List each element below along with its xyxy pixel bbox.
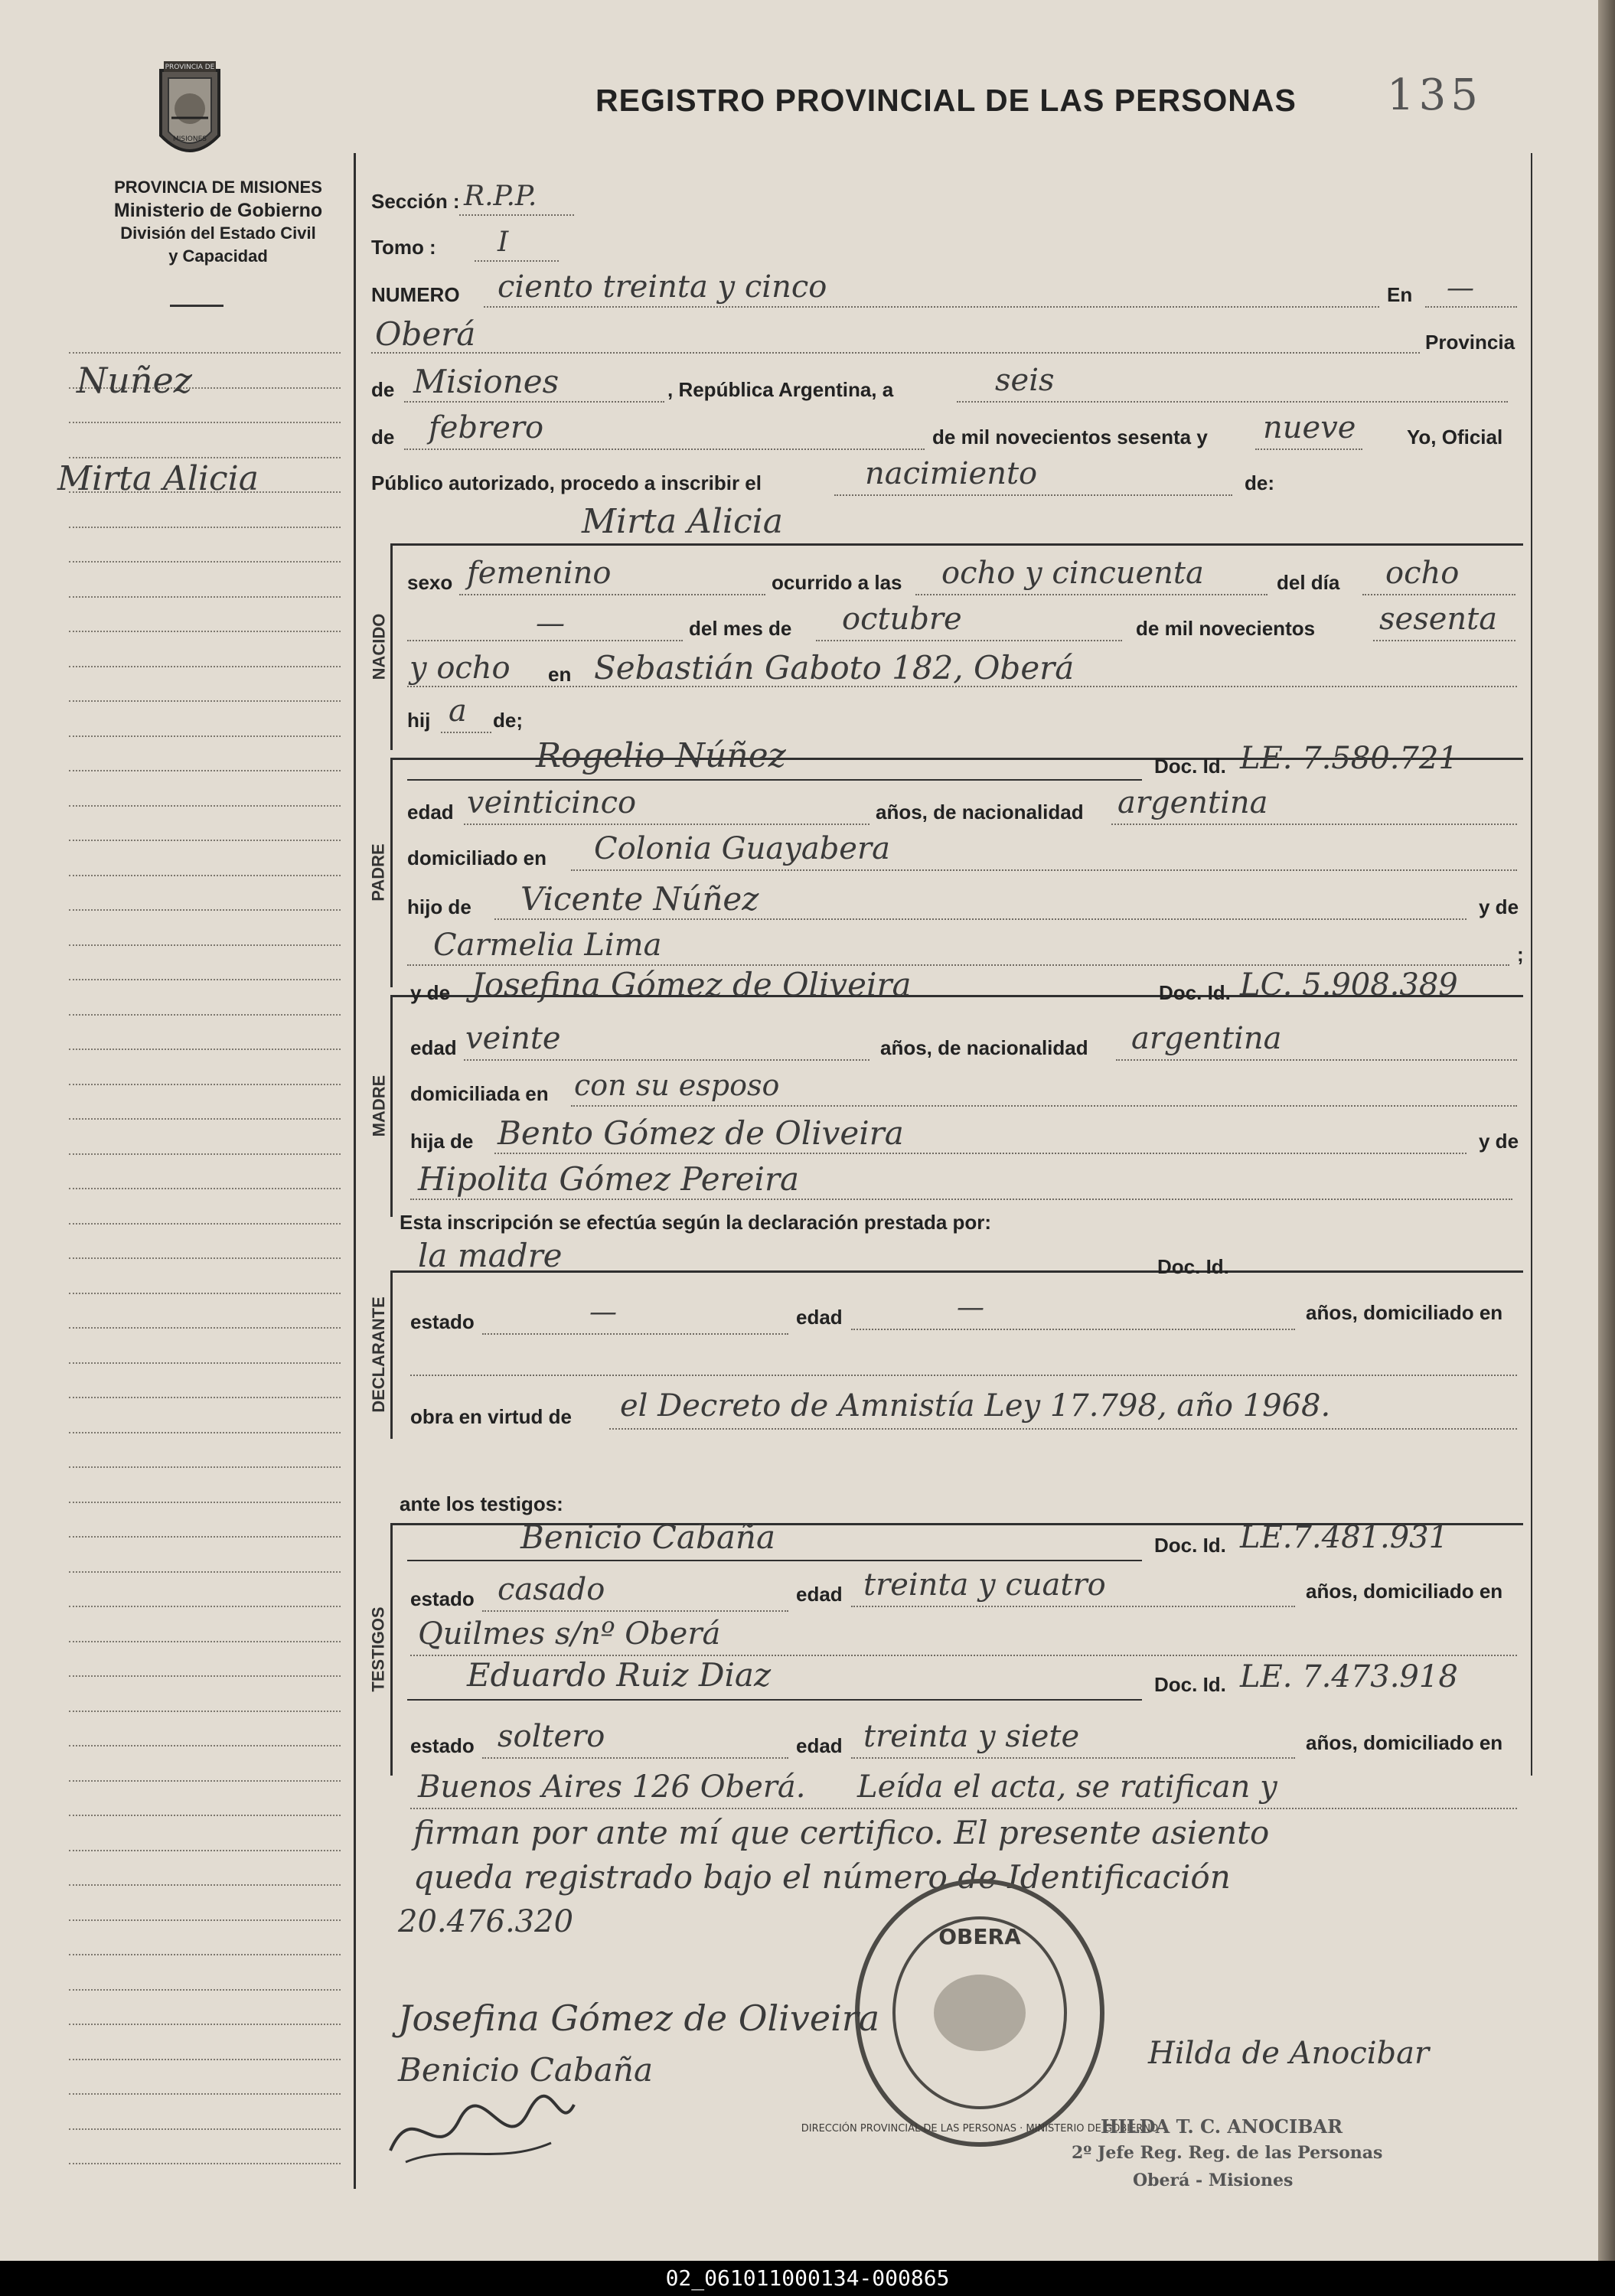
margin-line: [69, 1397, 341, 1398]
fill-line: [1373, 640, 1515, 641]
margin-line: [69, 1884, 341, 1886]
divider: [170, 305, 223, 307]
fill-line: [371, 352, 1420, 354]
label-doc-id: Doc. Id.: [1154, 1534, 1226, 1557]
institution-block: [69, 176, 367, 268]
margin-line: [69, 527, 341, 528]
signature-testigo: Benicio Cabaña: [398, 2051, 653, 2089]
value-seccion: R.P.P.: [464, 181, 537, 212]
margin-line: [69, 422, 341, 423]
label-de-semi: de;: [493, 709, 523, 732]
value-testigo1-estado: casado: [498, 1572, 605, 1607]
label-edad: edad: [407, 801, 454, 823]
value-sexo: femenino: [467, 556, 612, 591]
closing-line: 20.476.320: [398, 1904, 574, 1939]
label-sexo: sexo: [407, 571, 453, 594]
fill-line: [1111, 823, 1517, 825]
value-testigo1-nombre: Benicio Cabaña: [520, 1518, 775, 1556]
fill-line: [459, 214, 574, 216]
fill-line: [410, 1199, 1512, 1200]
stamp-line: HILDA T. C. ANOCIBAR: [1101, 2115, 1343, 2138]
signature-scribble-icon: [383, 2089, 582, 2174]
margin-rule: [354, 153, 356, 2189]
value-en: —: [1447, 272, 1474, 304]
margin-line: [69, 1571, 341, 1573]
label-doc-id: Doc. Id.: [1157, 1255, 1229, 1278]
label-del-dia: del día: [1277, 571, 1340, 594]
value-padre-doc: LE. 7.580.721: [1240, 741, 1458, 776]
value-padre-madre: Carmelia Lima: [433, 928, 662, 963]
label-y-de: y de: [1479, 1130, 1519, 1153]
margin-line: [69, 1641, 341, 1642]
value-dia-nac2: —: [536, 606, 565, 640]
label-ante-testigos: ante los testigos:: [400, 1492, 563, 1515]
fill-line: [464, 823, 869, 825]
margin-line: [69, 1989, 341, 1991]
margin-line: [69, 352, 341, 354]
label-domiciliado-en: domiciliado en: [407, 846, 547, 869]
fill-line: [957, 401, 1508, 403]
value-ciudad: Oberá: [375, 315, 476, 353]
fill-line: [410, 1808, 1517, 1809]
page-binding: [1598, 0, 1615, 2261]
margin-line: [69, 2163, 341, 2164]
value-testigo2-domicilio: Buenos Aires 126 Oberá.: [418, 1769, 806, 1805]
value-testigo1-domicilio: Quilmes s/nº Oberá: [418, 1616, 721, 1652]
fill-line: [1116, 1059, 1517, 1061]
value-numero: ciento treinta y cinco: [498, 269, 827, 305]
fill-line: [410, 1375, 1517, 1376]
label-ocurrido: ocurrido a las: [772, 571, 902, 594]
institution-line: y Capacidad: [168, 246, 268, 266]
fill-line: [834, 494, 1232, 496]
stamp-line: Oberá - Misiones: [1133, 2170, 1294, 2190]
label-yo-oficial: Yo, Oficial: [1407, 426, 1503, 448]
seal-ring-text: DIRECCIÓN PROVINCIAL DE LAS PERSONAS · MINISTERIO DE GOBIERNO: [801, 2123, 1159, 2135]
document-title: REGISTRO PROVINCIAL DE LAS PERSONAS: [595, 83, 1297, 118]
label-de-colon: de:: [1245, 471, 1274, 494]
margin-line: [69, 1084, 341, 1085]
label-del-mes: del mes de: [689, 617, 792, 640]
margin-line: [69, 944, 341, 946]
value-padre-edad: veinticinco: [467, 785, 637, 820]
fill-line: [475, 260, 559, 262]
label-tomo: Tomo :: [371, 236, 436, 259]
margin-given-names: Mirta Alicia: [57, 459, 259, 498]
value-declarante-estado: —: [589, 1296, 617, 1328]
margin-line: [69, 979, 341, 980]
fill-line: [441, 732, 491, 733]
emblem-label: MISIONES: [172, 135, 207, 143]
value-anio-nac: sesenta: [1379, 602, 1498, 637]
margin-line: [69, 2093, 341, 2095]
margin-line: [69, 1466, 341, 1468]
label-mil-novecientos: de mil novecientos sesenta y: [932, 426, 1208, 448]
fill-line: [494, 1153, 1467, 1154]
value-acto: nacimiento: [865, 456, 1038, 491]
label-obra: obra en virtud de: [410, 1405, 572, 1428]
fill-line: [494, 918, 1467, 920]
fill-line: [404, 401, 664, 403]
margin-line: [69, 1780, 341, 1782]
stamp-line: 2º Jefe Reg. Reg. de las Personas: [1072, 2143, 1383, 2163]
margin-line: [69, 1188, 341, 1189]
label-edad: edad: [796, 1734, 843, 1757]
fill-line: [404, 448, 925, 450]
fill-line: [407, 640, 683, 641]
closing-line: queda registrado bajo el número de Identificación: [413, 1858, 1231, 1896]
page-number: 135: [1387, 70, 1483, 120]
label-anos-dom: años, domiciliado en: [1306, 1301, 1503, 1324]
margin-line: [69, 805, 341, 807]
value-declarante-nombre: la madre: [418, 1237, 563, 1274]
value-madre-edad: veinte: [465, 1021, 561, 1056]
margin-line: [69, 1536, 341, 1538]
fill-line: [571, 869, 1517, 871]
value-testigo2-nombre: Eduardo Ruiz Diaz: [467, 1656, 772, 1694]
signature-madre: Josefina Gómez de Oliveira: [398, 1998, 880, 2039]
label-republica: , República Argentina, a: [667, 378, 894, 401]
label-semicolon: ;: [1517, 943, 1524, 966]
margin-line: [69, 1153, 341, 1155]
fill-line: [1255, 448, 1362, 450]
fill-line: [609, 1428, 1517, 1430]
margin-line: [69, 457, 341, 458]
label-hij: hij: [407, 709, 431, 732]
fill-line: [571, 1105, 1517, 1107]
label-anos-nac: años, de nacionalidad: [880, 1036, 1088, 1059]
fill-line: [851, 1757, 1295, 1759]
value-testigo1-edad: treinta y cuatro: [863, 1567, 1106, 1603]
value-madre-doc: LC. 5.908.389: [1240, 967, 1458, 1003]
margin-line: [69, 735, 341, 737]
value-testigo2-edad: treinta y siete: [863, 1719, 1080, 1754]
margin-line: [69, 1014, 341, 1016]
label-edad: edad: [796, 1306, 843, 1329]
value-dia-nac: ocho: [1385, 556, 1460, 591]
section-label-testigos: TESTIGOS: [369, 1606, 388, 1692]
margin-line: [69, 666, 341, 667]
fill-line: [482, 1333, 788, 1335]
margin-surname: Nuñez: [77, 360, 192, 401]
label-hijo-de: hijo de: [407, 895, 471, 918]
value-mes: febrero: [429, 410, 544, 445]
value-testigo2-doc: LE. 7.473.918: [1240, 1659, 1458, 1694]
value-anio-nac2: y ocho: [409, 651, 511, 686]
label-edad: edad: [796, 1583, 843, 1606]
margin-line: [69, 1257, 341, 1259]
fill-line: [484, 306, 1379, 308]
label-estado: estado: [410, 1310, 475, 1333]
margin-line: [69, 1850, 341, 1851]
section-label-madre: MADRE: [369, 1075, 389, 1137]
fill-line: [482, 1610, 788, 1612]
margin-line: [69, 561, 341, 563]
fill-line: [1425, 306, 1517, 308]
fill-line: [407, 1699, 1142, 1701]
margin-line: [69, 1919, 341, 1921]
value-madre-padre: Bento Gómez de Oliveira: [498, 1114, 904, 1152]
margin-line: [69, 2024, 341, 2025]
label-en2: en: [548, 663, 572, 686]
label-numero: NUMERO: [371, 283, 460, 306]
margin-line: [69, 1502, 341, 1503]
fill-line: [1362, 594, 1515, 595]
margin-line: [69, 1049, 341, 1050]
margin-line: [69, 1711, 341, 1712]
label-doc-id: Doc. Id.: [1154, 1673, 1226, 1696]
value-hij-suffix: a: [449, 693, 467, 729]
margin-line: [69, 2128, 341, 2130]
fill-line: [482, 1757, 788, 1759]
margin-line: [69, 1432, 341, 1433]
section-label-nacido: NACIDO: [369, 613, 388, 680]
value-padre-nombre: Rogelio Núñez: [536, 736, 786, 775]
margin-line: [69, 1223, 341, 1225]
margin-line: [69, 909, 341, 911]
margin-line: [69, 875, 341, 876]
institution-line: Ministerio de Gobierno: [113, 200, 323, 221]
value-testigo1-doc: LE.7.481.931: [1240, 1520, 1449, 1555]
margin-line: [69, 1118, 341, 1120]
section-rule: [390, 543, 1523, 546]
label-hija-de: hija de: [410, 1130, 474, 1153]
margin-line: [69, 1606, 341, 1607]
fill-line: [407, 779, 1142, 781]
label-edad: edad: [410, 1036, 457, 1059]
official-seal-icon: [801, 1867, 1159, 2158]
value-padre-padre: Vicente Núñez: [520, 880, 759, 918]
label-y-de2: y de: [410, 981, 451, 1004]
margin-line: [69, 1954, 341, 1955]
fill-line: [459, 594, 765, 595]
closing-line: Leída el acta, se ratifican y: [857, 1769, 1277, 1805]
margin-line: [69, 770, 341, 771]
emblem-label: PROVINCIA DE: [165, 64, 215, 71]
margin-line: [69, 596, 341, 598]
institution-line: División del Estado Civil: [120, 223, 316, 243]
value-provincia: Misiones: [413, 363, 560, 400]
fill-line: [851, 1329, 1295, 1330]
value-dia: seis: [995, 363, 1055, 398]
margin-line: [69, 840, 341, 841]
label-doc-id: Doc. Id.: [1159, 981, 1231, 1004]
value-madre-madre: Hipolita Gómez Pereira: [418, 1160, 800, 1198]
margin-line: [69, 1362, 341, 1364]
value-hora: ocho y cincuenta: [941, 556, 1204, 591]
margin-line: [69, 1293, 341, 1294]
label-domiciliada-en: domiciliada en: [410, 1082, 549, 1105]
closing-line: firman por ante mí que certifico. El presente asiento: [413, 1814, 1270, 1851]
section-label-declarante: DECLARANTE: [369, 1296, 388, 1413]
margin-line: [69, 1675, 341, 1677]
label-anos-dom: años, domiciliado en: [1306, 1580, 1503, 1603]
label-estado: estado: [410, 1587, 475, 1610]
value-madre-nombre: Josefina Gómez de Oliveira: [471, 966, 912, 1003]
label-anos-nac: años, de nacionalidad: [876, 801, 1084, 823]
margin-line: [69, 1815, 341, 1816]
section-label-padre: PADRE: [369, 843, 389, 902]
margin-line: [69, 1327, 341, 1329]
fill-line: [915, 594, 1268, 595]
value-anio: nueve: [1263, 410, 1356, 445]
label-en: En: [1387, 283, 1413, 306]
value-mes-nac: octubre: [842, 602, 962, 637]
fill-line: [407, 1560, 1142, 1561]
label-esta-inscripcion: Esta inscripción se efectúa según la declaración prestada por:: [400, 1211, 992, 1234]
label-y-de: y de: [1479, 895, 1519, 918]
fill-line: [816, 640, 1122, 641]
label-de: de: [371, 378, 395, 401]
value-madre-nacionalidad: argentina: [1131, 1021, 1282, 1056]
value-padre-nacionalidad: argentina: [1117, 785, 1268, 820]
margin-line: [69, 700, 341, 702]
institution-line: PROVINCIA DE MISIONES: [114, 178, 322, 197]
margin-line: [69, 631, 341, 632]
label-estado: estado: [410, 1734, 475, 1757]
value-tomo: I: [498, 227, 509, 258]
value-padre-domicilio: Colonia Guayabera: [594, 831, 890, 866]
seal-text: OBERA: [938, 1924, 1021, 1949]
fill-line: [464, 1059, 869, 1061]
margin-line: [69, 1745, 341, 1746]
value-declarante-edad: —: [957, 1292, 984, 1323]
label-seccion: Sección :: [371, 190, 460, 213]
label-de2: de: [371, 426, 395, 448]
signature-oficial: Hilda de Anocibar: [1148, 2036, 1430, 2071]
label-doc-id: Doc. Id.: [1154, 755, 1226, 778]
value-declarante-obra: el Decreto de Amnistía Ley 17.798, año 1968.: [620, 1388, 1331, 1424]
right-rule: [1531, 153, 1532, 1776]
file-id-bar: 02_061011000134-000865: [0, 2261, 1615, 2296]
label-mil-novecientos2: de mil novecientos: [1136, 617, 1316, 640]
label-publico: Público autorizado, procedo a inscribir el: [371, 471, 762, 494]
margin-line: [69, 2059, 341, 2060]
label-provincia: Provincia: [1425, 331, 1515, 354]
province-emblem-icon: [153, 55, 227, 170]
value-nombre: Mirta Alicia: [582, 502, 783, 541]
value-lugar: Sebastián Gaboto 182, Oberá: [594, 649, 1075, 687]
value-testigo2-estado: soltero: [498, 1719, 605, 1754]
fill-line: [851, 1606, 1295, 1607]
value-madre-domicilio: con su esposo: [574, 1068, 780, 1102]
label-anos-dom: años, domiciliado en: [1306, 1731, 1503, 1754]
